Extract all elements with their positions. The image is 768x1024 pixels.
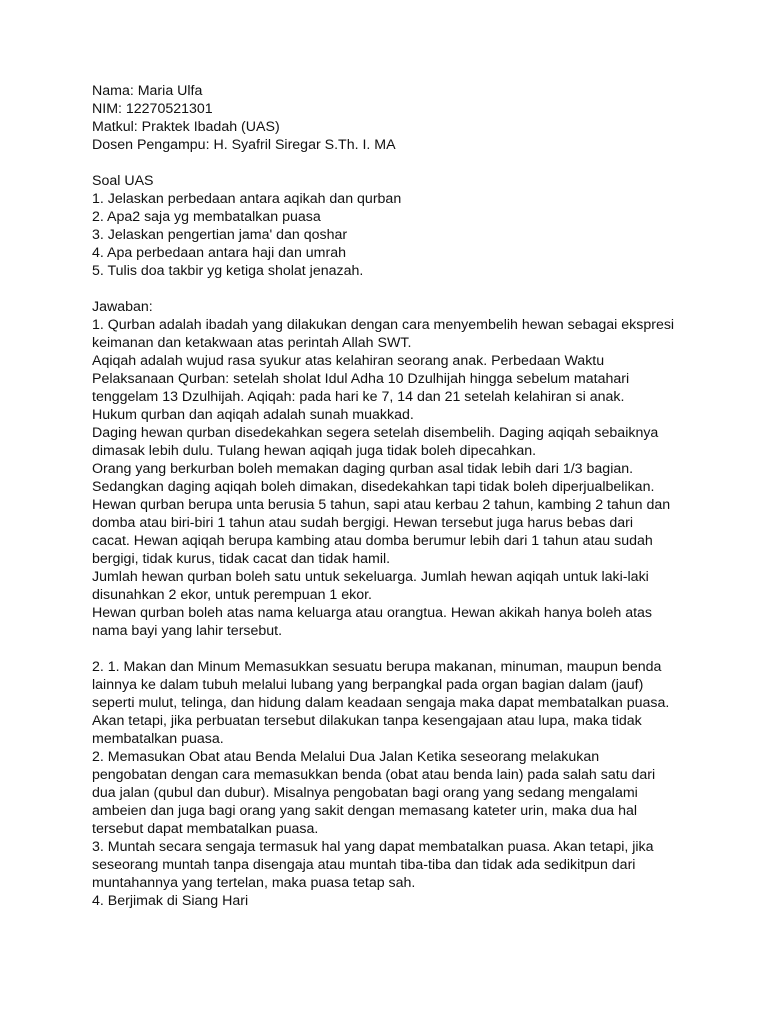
answer-text-line: Daging hewan qurban disedekahkan segera setelah disembelih. Daging aqiqah sebaiknya: [92, 425, 659, 441]
answer-text-line: 2. Memasukan Obat atau Benda Melalui Dua Jalan Ketika seseorang melakukan: [92, 749, 600, 765]
document-page: [92, 82, 692, 910]
question-item: 1. Jelaskan perbedaan antara aqikah dan qurban: [92, 191, 402, 207]
header-block: [92, 82, 692, 154]
answer-text-line: disunahkan 2 ekor, untuk perempuan 1 ekor.: [92, 587, 373, 603]
answer-text-line: lainnya ke dalam tubuh melalui lubang yang berpangkal pada organ bagian dalam (jauf): [92, 677, 644, 693]
answer-text-line: dua jalan (qubul dan dubur). Misalnya pengobatan bagi orang yang sedang mengalami: [92, 785, 638, 801]
answer-text-line: 2. 1. Makan dan Minum Memasukkan sesuatu berupa makanan, minuman, maupun benda: [92, 659, 662, 675]
answer-text-line: tersebut dapat membatalkan puasa.: [92, 821, 319, 837]
answer-text-line: domba atau biri-biri 1 tahun atau sudah bergigi. Hewan tersebut juga harus bebas dari: [92, 515, 634, 531]
answer-text-line: pengobatan dengan cara memasukkan benda (obat atau benda lain) pada salah satu dari: [92, 767, 656, 783]
answer-text-line: Aqiqah adalah wujud rasa syukur atas kelahiran seorang anak. Perbedaan Waktu: [92, 353, 605, 369]
answers-block: [92, 298, 692, 910]
questions-block: [92, 172, 692, 280]
question-item: 5. Tulis doa takbir yg ketiga sholat jenazah.: [92, 263, 364, 279]
answer-text-line: Sedangkan daging aqiqah boleh dimakan, disedekahkan tapi tidak boleh diperjualbelikan.: [92, 479, 655, 495]
spacer: [92, 154, 692, 172]
answer-text-line: Hewan qurban boleh atas nama keluarga atau orangtua. Hewan akikah hanya boleh atas: [92, 605, 653, 621]
answer-1-paragraph: [92, 316, 692, 640]
answer-text-line: Akan tetapi, jika perbuatan tersebut dilakukan tanpa kesengajaan atau lupa, maka tidak: [92, 713, 642, 729]
answer-text-line: dimasak lebih dulu. Tulang hewan aqiqah juga tidak boleh dipecahkan.: [92, 443, 537, 459]
answer-text-line: muntahannya yang tertelan, maka puasa tetap sah.: [92, 875, 416, 891]
course-name: Matkul: Praktek Ibadah (UAS): [92, 119, 280, 135]
answer-text-line: seseorang muntah tanpa disengaja atau muntah tiba-tiba dan tidak ada sedikitpun dari: [92, 857, 636, 873]
answer-text-line: membatalkan puasa.: [92, 731, 224, 747]
spacer: [92, 640, 692, 658]
answer-text-line: Pelaksanaan Qurban: setelah sholat Idul Adha 10 Dzulhijah hingga sebelum matahari: [92, 371, 630, 387]
answer-text-line: cacat. Hewan aqiqah berupa kambing atau domba berumur lebih dari 1 tahun atau sudah: [92, 533, 653, 549]
answer-text-line: ambeien dan juga bagi orang yang sakit dengan memasang kateter urin, maka dua hal: [92, 803, 637, 819]
questions-title: Soal UAS: [92, 173, 154, 189]
answer-2-paragraph: [92, 658, 692, 910]
answer-text-line: 3. Muntah secara sengaja termasuk hal yang dapat membatalkan puasa. Akan tetapi, jika: [92, 839, 654, 855]
answer-text-line: Hukum qurban dan aqiqah adalah sunah muakkad.: [92, 407, 414, 423]
lecturer-name: Dosen Pengampu: H. Syafril Siregar S.Th. I. MA: [92, 137, 396, 153]
answer-text-line: 4. Berjimak di Siang Hari: [92, 893, 249, 909]
student-name: Nama: Maria Ulfa: [92, 83, 203, 99]
question-item: 2. Apa2 saja yg membatalkan puasa: [92, 209, 321, 225]
question-item: 3. Jelaskan pengertian jama' dan qoshar: [92, 227, 348, 243]
student-nim: NIM: 12270521301: [92, 101, 213, 117]
answer-text-line: Jumlah hewan qurban boleh satu untuk sekeluarga. Jumlah hewan aqiqah untuk laki-laki: [92, 569, 649, 585]
answer-text-line: keimanan dan ketakwaan atas perintah Allah SWT.: [92, 335, 412, 351]
answer-text-line: nama bayi yang lahir tersebut.: [92, 623, 283, 639]
answer-text-line: 1. Qurban adalah ibadah yang dilakukan dengan cara menyembelih hewan sebagai ekspresi: [92, 317, 675, 333]
spacer: [92, 280, 692, 298]
answer-text-line: seperti mulut, telinga, dan hidung dalam keadaan sengaja maka dapat membatalkan puasa.: [92, 695, 670, 711]
question-item: 4. Apa perbedaan antara haji dan umrah: [92, 245, 346, 261]
answer-text-line: bergigi, tidak kurus, tidak cacat dan tidak hamil.: [92, 551, 391, 567]
answer-text-line: Orang yang berkurban boleh memakan daging qurban asal tidak lebih dari 1/3 bagian.: [92, 461, 634, 477]
answers-title: Jawaban:: [92, 299, 153, 315]
answer-text-line: Hewan qurban berupa unta berusia 5 tahun, sapi atau kerbau 2 tahun, kambing 2 tahun dan: [92, 497, 671, 513]
answer-text-line: tenggelam 13 Dzulhijah. Aqiqah: pada hari ke 7, 14 dan 21 setelah kelahiran si anak.: [92, 389, 625, 405]
